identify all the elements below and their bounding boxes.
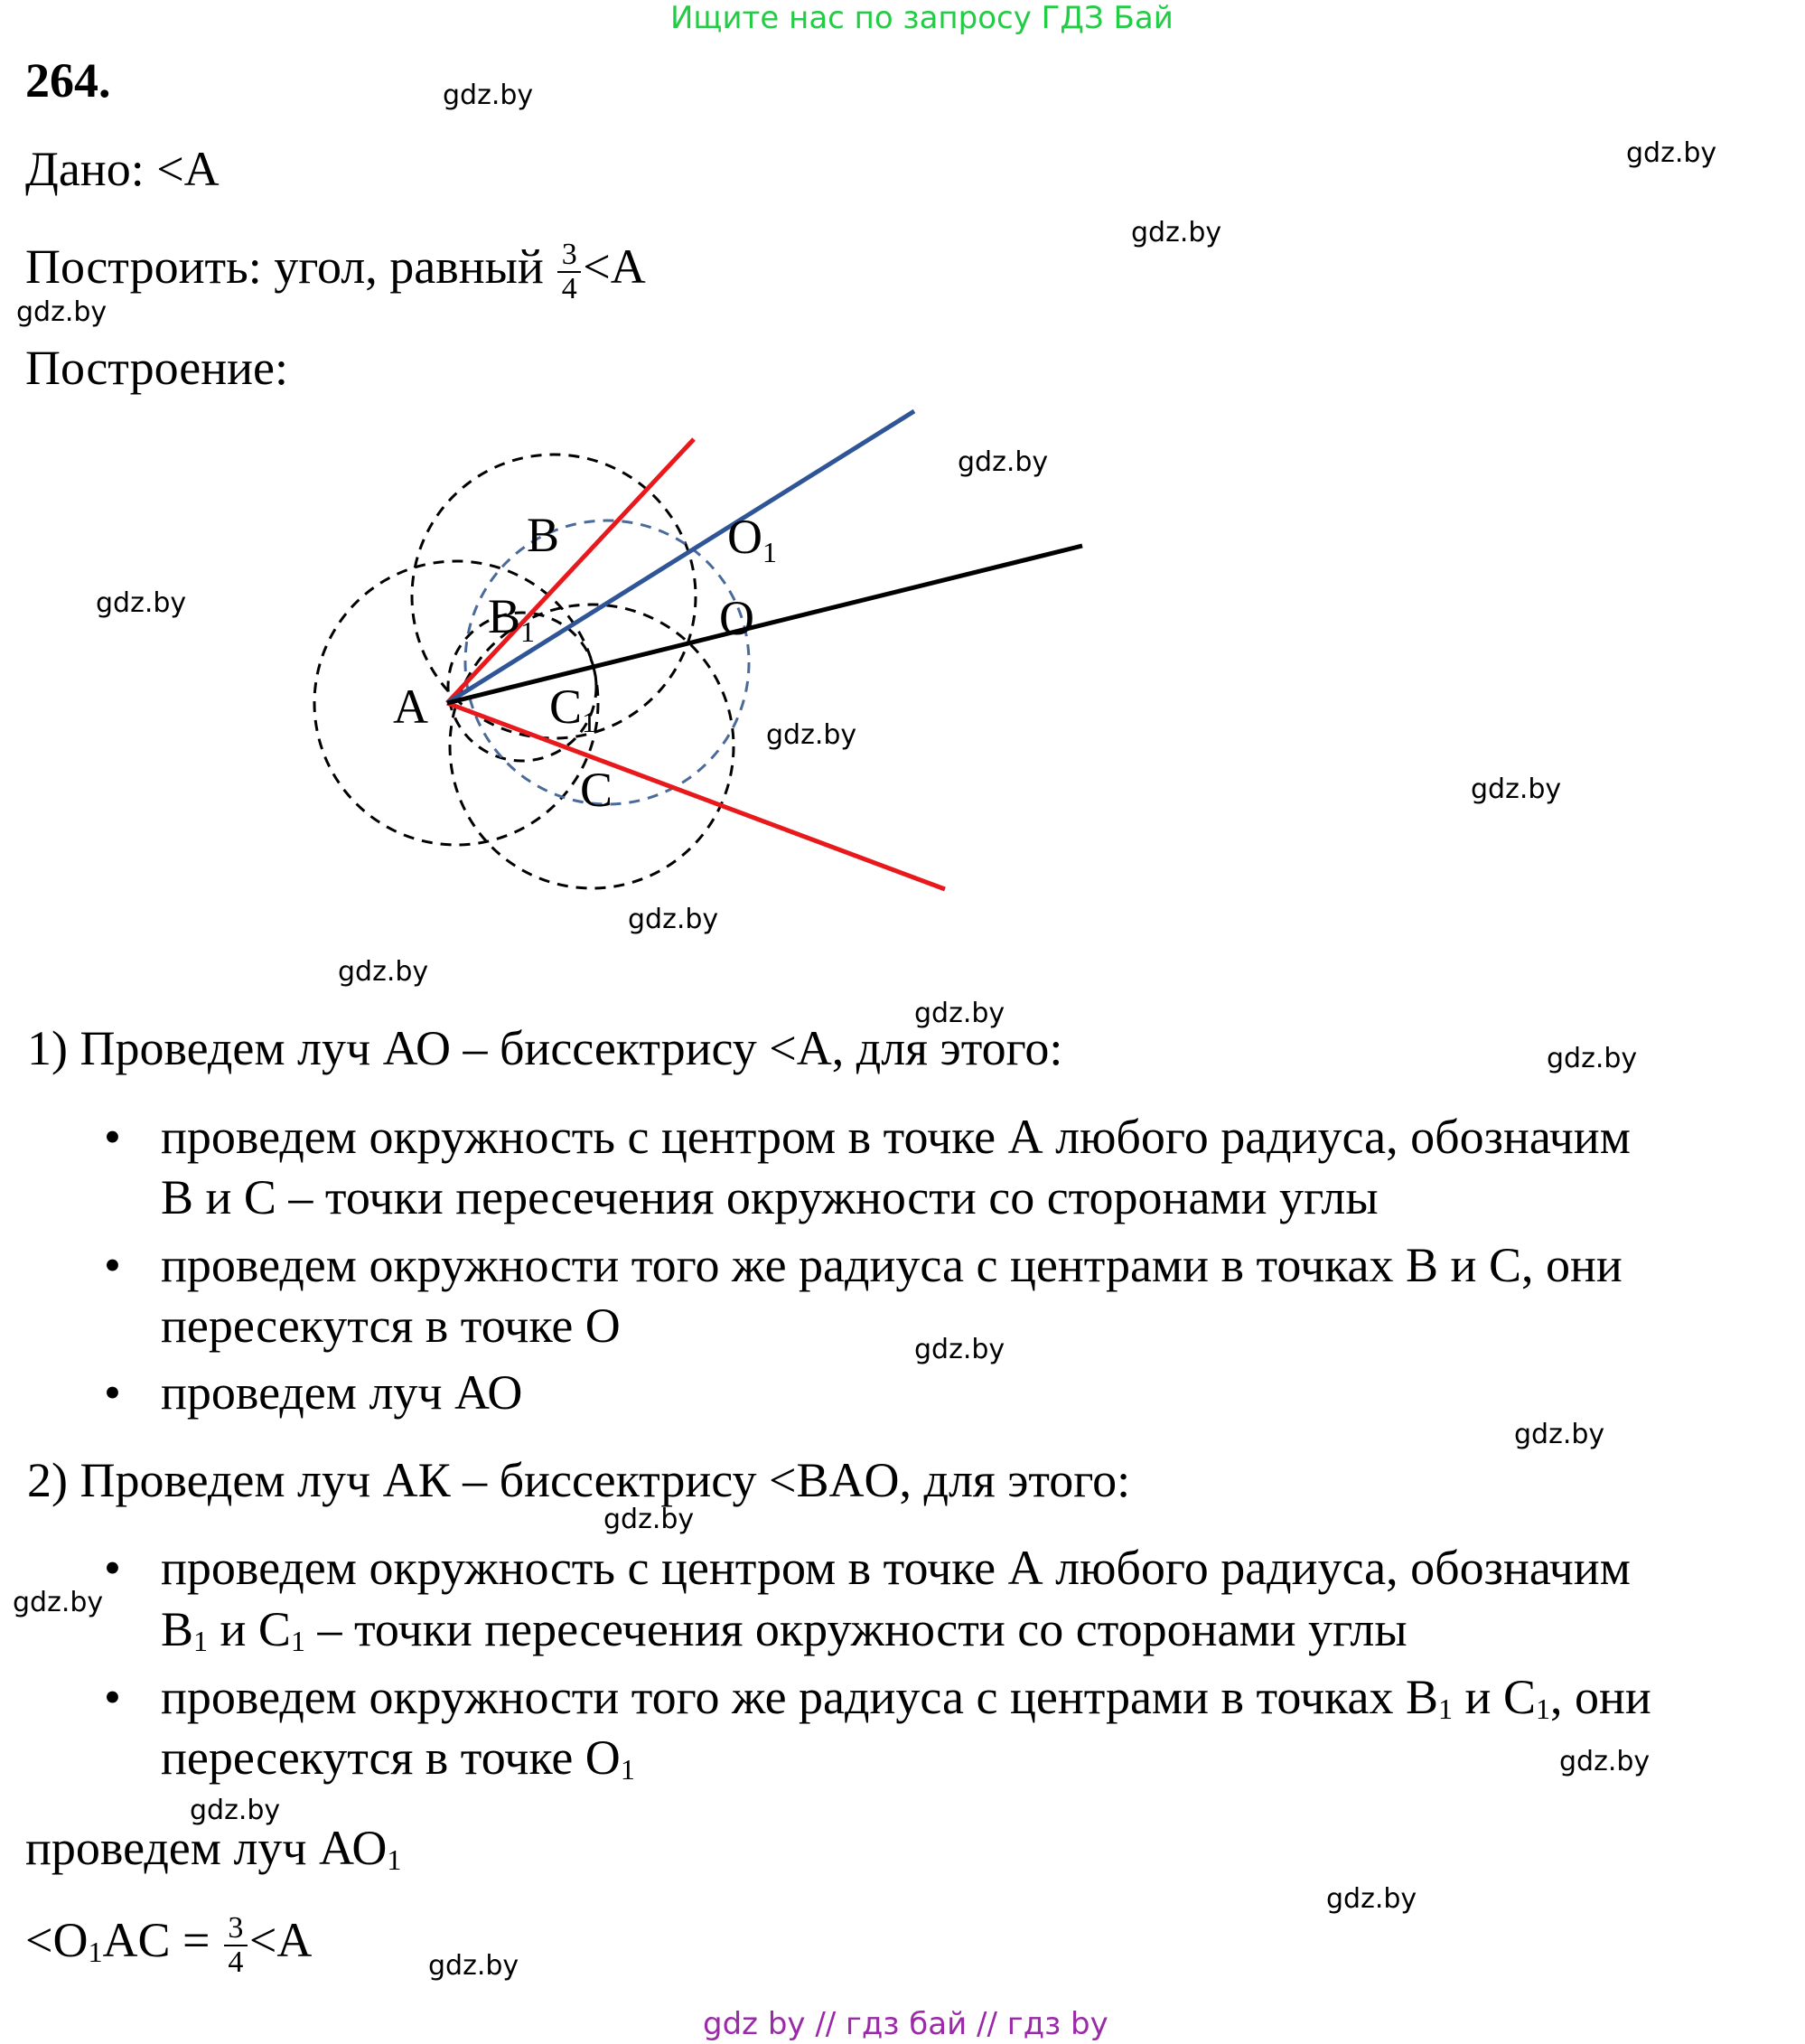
bullet-2: • <box>104 1238 121 1292</box>
watermark: gdz.by <box>1326 1883 1417 1915</box>
label-O1: O1 <box>727 510 777 568</box>
given-value: <A <box>156 142 220 196</box>
result-line: $<O_1AC$ = $\frac{3}{4}$ <A <box>25 1910 313 1979</box>
construct-tail: <A <box>583 239 646 294</box>
step2-item1-line2: $В_1$ и $С_1$ – точки пересечения окружности со сторонами углы <box>161 1602 1408 1657</box>
fraction-denominator: 4 <box>561 271 577 305</box>
watermark: gdz.by <box>1471 774 1562 805</box>
watermark: gdz.by <box>1559 1746 1651 1777</box>
final-ray-line: проведем луч $АО_1$ <box>25 1821 402 1876</box>
watermark: gdz.by <box>914 998 1005 1029</box>
watermark: gdz.by <box>16 296 108 328</box>
watermark: gdz.by <box>766 719 857 751</box>
label-B: B <box>527 508 560 562</box>
given-label: Дано: <box>25 142 145 196</box>
fraction-numerator: 3 <box>561 237 577 271</box>
step1-item2-line2: пересекутся в точке О <box>161 1299 621 1353</box>
label-O: O <box>719 591 754 645</box>
label-A: A <box>393 680 428 734</box>
watermark: gdz.by <box>1547 1043 1638 1074</box>
bullet-1: • <box>104 1110 121 1164</box>
step2-title: 2) Проведем луч АК – биссектрису <BAO, для этого: <box>27 1453 1131 1507</box>
watermark: gdz.by <box>96 587 187 619</box>
bullet-5: • <box>104 1670 121 1724</box>
watermark: gdz.by <box>13 1587 104 1618</box>
step2-item1-line1: проведем окружность с центром в точке А любого радиуса, обозначим <box>161 1541 1631 1595</box>
step1-item1-line1: проведем окружность с центром в точке А любого радиуса, обозначим <box>161 1110 1631 1164</box>
ray-AO-black <box>447 546 1082 703</box>
step1-title: 1) Проведем луч АО – биссектрису <A, для этого: <box>27 1021 1063 1075</box>
bullet-4: • <box>104 1541 121 1595</box>
ray-AC-red <box>447 703 945 889</box>
watermark: gdz.by <box>443 80 534 111</box>
task-number: 264. <box>25 53 111 108</box>
watermark: gdz.by <box>1626 137 1717 169</box>
search-hint-banner: Ищите нас по запросу ГДЗ Бай <box>670 0 1174 36</box>
watermark: gdz.by <box>1131 217 1222 248</box>
step1-item2-line1: проведем окружности того же радиуса с центрами в точках В и С, они <box>161 1238 1623 1292</box>
bullet-3: • <box>104 1365 121 1420</box>
construction-label: Построение: <box>25 341 288 395</box>
construct-label: Построить: угол, равный <box>25 239 544 294</box>
footer-links: gdz by // гдз бай // гдз by <box>703 2006 1108 2042</box>
result-fraction: $\frac{3}{4}$ <box>224 1912 248 1979</box>
label-C: C <box>580 763 613 817</box>
watermark: gdz.by <box>338 956 429 988</box>
label-C1: C1 <box>549 680 597 738</box>
watermark: gdz.by <box>428 1950 519 1982</box>
watermark: gdz.by <box>190 1795 281 1826</box>
step2-item2-line2: пересекутся в точке $О_1$ <box>161 1730 635 1786</box>
step1-item1-line2: В и С – точки пересечения окружности со сторонами углы <box>161 1170 1379 1224</box>
watermark: gdz.by <box>1514 1419 1605 1450</box>
watermark: gdz.by <box>603 1504 695 1535</box>
step1-item3: проведем луч АО <box>161 1365 523 1420</box>
construction-diagram <box>0 0 1805 994</box>
watermark: gdz.by <box>914 1334 1005 1365</box>
watermark: gdz.by <box>628 904 719 935</box>
label-B1: B1 <box>488 589 536 648</box>
step2-item2-line1: проведем окружности того же радиуса с центрами в точках $В_1$ и $С_1$, они <box>161 1670 1651 1725</box>
watermark: gdz.by <box>958 446 1049 478</box>
